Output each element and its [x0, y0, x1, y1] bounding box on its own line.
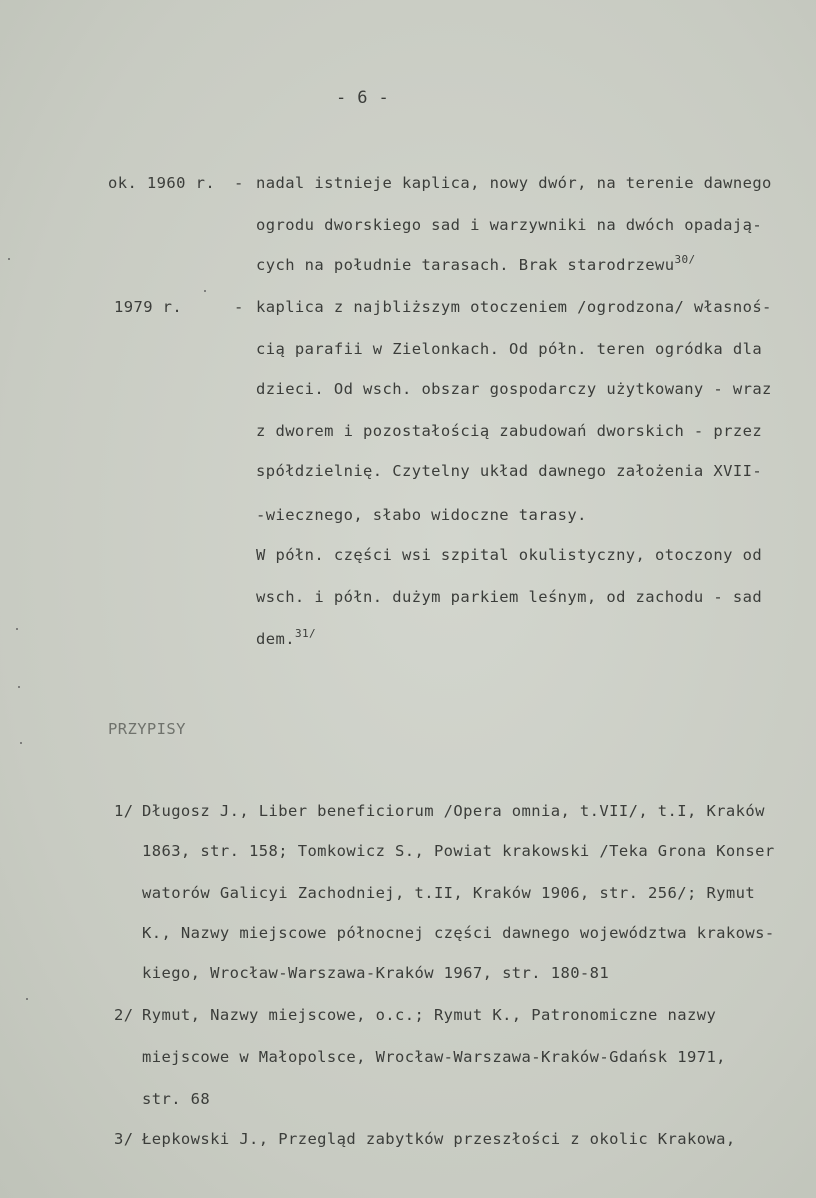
entry-line: W półn. części wsi szpital okulistyczny, otoczony od — [256, 546, 763, 564]
footnote-line: watorów Galicyi Zachodniej, t.II, Kraków 1906, str. 256/; Rymut — [142, 884, 756, 902]
footnote-number: 2/ — [114, 1006, 134, 1024]
footnote-line: str. 68 — [142, 1090, 211, 1108]
entry-line: -wiecznego, słabo widoczne tarasy. — [256, 506, 587, 524]
scan-speck — [18, 686, 20, 688]
scan-speck — [26, 998, 28, 1000]
entry-line: nadal istnieje kaplica, nowy dwór, na terenie dawnego — [256, 174, 772, 192]
footnote-ref: 31/ — [294, 627, 317, 640]
entry-line: cych na południe tarasach. Brak starodrzewu — [256, 256, 675, 274]
entry-date: 1979 r. — [114, 298, 183, 316]
entry-date: ok. 1960 r. — [108, 174, 216, 192]
entry-line: spółdzielnię. Czytelny układ dawnego założenia XVII- — [256, 462, 763, 480]
entry-line: z dworem i pozostałością zabudowań dworskich - przez — [256, 422, 763, 440]
scan-speck — [16, 628, 18, 630]
entry-dash: - — [234, 298, 244, 316]
scan-speck — [8, 258, 10, 260]
entry-line: dem. — [256, 630, 295, 648]
footnote-line: miejscowe w Małopolsce, Wrocław-Warszawa-Kraków-Gdańsk 1971, — [142, 1048, 726, 1066]
scan-speck — [20, 742, 22, 744]
footnote-line: kiego, Wrocław-Warszawa-Kraków 1967, str. 180-81 — [142, 964, 610, 982]
entry-line: dzieci. Od wsch. obszar gospodarczy użytkowany - wraz — [256, 380, 772, 398]
page-number: - 6 - — [336, 88, 390, 108]
scan-speck — [204, 290, 206, 292]
footnote-line: Rymut, Nazwy miejscowe, o.c.; Rymut K., Patronomiczne nazwy — [142, 1006, 717, 1024]
entry-dash: - — [234, 174, 244, 192]
footnote-number: 3/ — [114, 1130, 134, 1148]
footnote-line: 1863, str. 158; Tomkowicz S., Powiat krakowski /Teka Grona Konser — [142, 842, 775, 860]
entry-line: ogrodu dworskiego sad i warzywniki na dwóch opadają- — [256, 216, 763, 234]
footnote-line: Łepkowski J., Przegląd zabytków przeszłości z okolic Krakowa, — [142, 1130, 736, 1148]
entry-line-with-ref — [256, 253, 696, 274]
footnote-number: 1/ — [114, 802, 134, 820]
footnotes-heading: PRZYPISY — [108, 720, 186, 738]
entry-line: cią parafii w Zielonkach. Od półn. teren ogródka dla — [256, 340, 763, 358]
footnote-line: Długosz J., Liber beneficiorum /Opera omnia, t.VII/, t.I, Kraków — [142, 802, 765, 820]
entry-line: kaplica z najbliższym otoczeniem /ogrodzona/ własnoś- — [256, 298, 772, 316]
footnote-line: K., Nazwy miejscowe północnej części dawnego województwa krakows- — [142, 924, 775, 942]
footnote-ref: 30/ — [674, 253, 696, 266]
entry-line-with-ref — [256, 627, 317, 648]
entry-line: wsch. i półn. dużym parkiem leśnym, od zachodu - sad — [256, 588, 763, 606]
